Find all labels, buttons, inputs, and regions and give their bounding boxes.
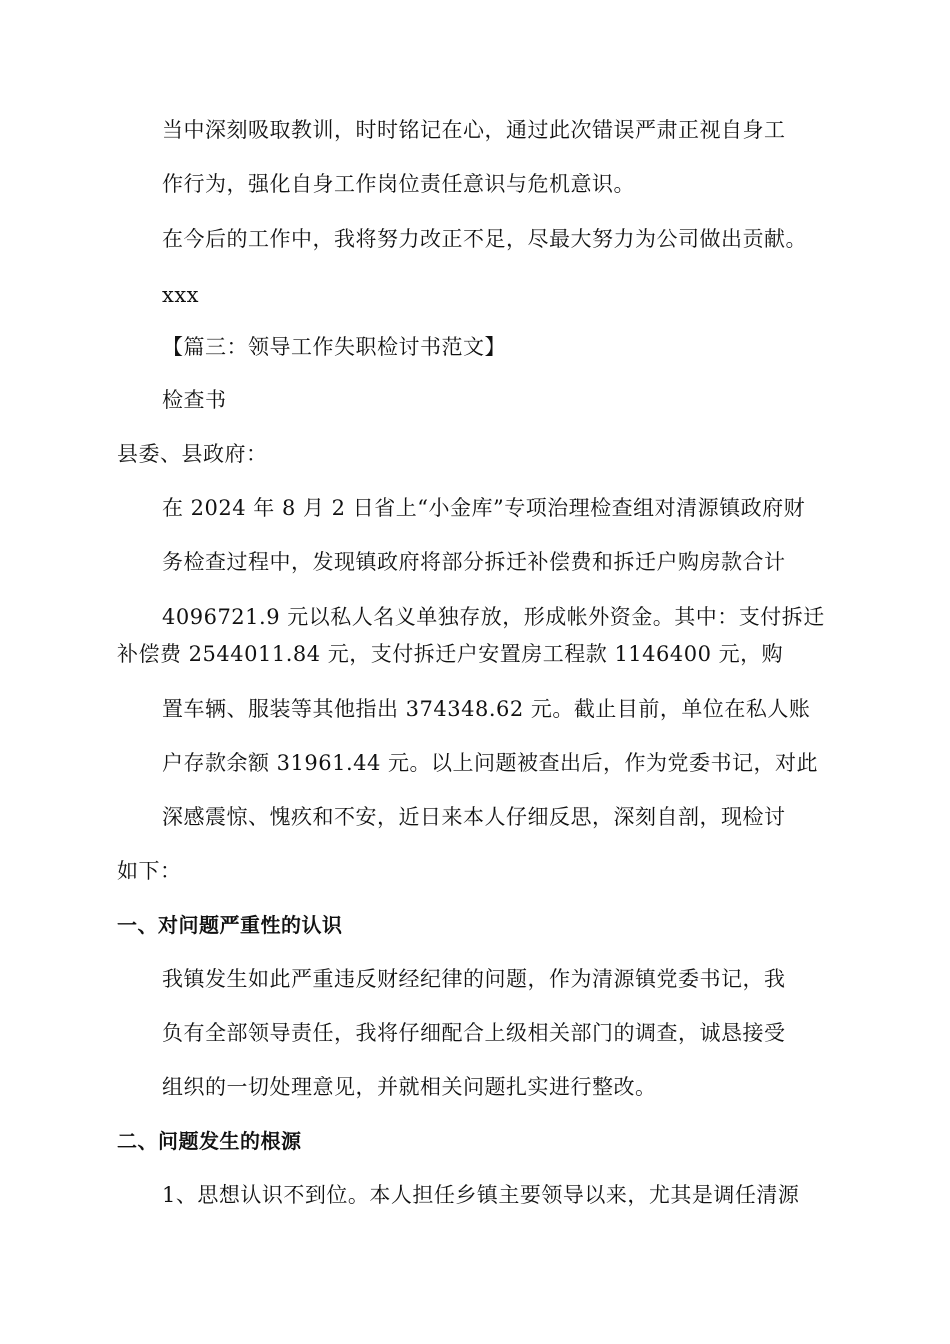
paragraph-line: 深感震惊、愧疚和不安，近日来本人仔细反思，深刻自剖，现检讨 xyxy=(162,805,786,829)
paragraph-line: 我镇发生如此严重违反财经纪律的问题，作为清源镇党委书记，我 xyxy=(162,967,786,991)
paragraph-line: 补偿费 2544011.84 元，支付拆迁户安置房工程款 1146400 元，购 xyxy=(117,642,784,666)
paragraph-line: 务检查过程中，发现镇政府将部分拆迁补偿费和拆迁户购房款合计 xyxy=(162,550,786,574)
paragraph-line: 作行为，强化自身工作岗位责任意识与危机意识。 xyxy=(162,172,635,196)
paragraph-line: 置车辆、服装等其他指出 374348.62 元。截止目前，单位在私人账 xyxy=(162,697,811,721)
heading-1: 一、对问题严重性的认识 xyxy=(117,913,343,937)
paragraph-line: 1、思想认识不到位。本人担任乡镇主要领导以来，尤其是调任清源 xyxy=(162,1183,800,1207)
paragraph-line: 负有全部领导责任，我将仔细配合上级相关部门的调查，诚恳接受 xyxy=(162,1021,786,1045)
paragraph-line: 当中深刻吸取教训，时时铭记在心，通过此次错误严肃正视自身工 xyxy=(162,118,786,142)
paragraph-line: 4096721.9 元以私人名义单独存放，形成帐外资金。其中：支付拆迁 xyxy=(162,605,825,629)
signature-line: xxx xyxy=(162,283,200,307)
paragraph-line: 在 2024 年 8 月 2 日省上“小金库”专项治理检查组对清源镇政府财 xyxy=(162,496,806,520)
heading-2: 二、问题发生的根源 xyxy=(117,1129,302,1153)
paragraph-line: 户存款余额 31961.44 元。以上问题被查出后，作为党委书记，对此 xyxy=(162,751,819,775)
section-title: 【篇三：领导工作失职检讨书范文】 xyxy=(162,335,506,359)
paragraph-line: 组织的一切处理意见，并就相关问题扎实进行整改。 xyxy=(162,1075,657,1099)
paragraph-line: 在今后的工作中，我将努力改正不足，尽最大努力为公司做出贡献。 xyxy=(162,227,807,251)
document-title: 检查书 xyxy=(162,388,227,412)
salutation: 县委、县政府： xyxy=(117,442,268,466)
paragraph-line: 如下： xyxy=(117,859,182,883)
